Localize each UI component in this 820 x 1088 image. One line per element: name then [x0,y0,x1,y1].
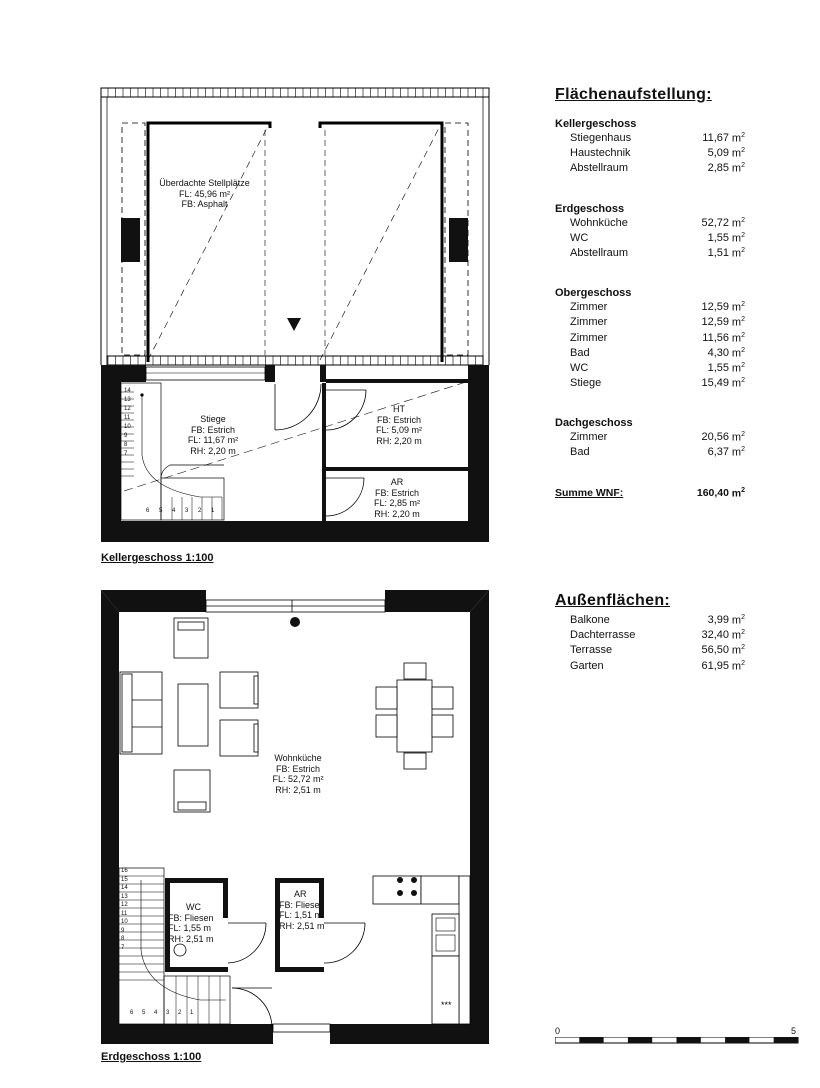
stair-step-number: 14 [124,388,131,394]
area-row [555,301,745,316]
outside-areas [555,592,745,675]
area-unit: $m^2$ [731,231,745,245]
door-south [273,1024,330,1032]
scale-bar-graphic [555,1037,800,1045]
floor-title: Dachgeschoss [555,417,633,430]
area-unit: $m^2$ [731,659,745,673]
room-area: FL: 1,51 m [279,910,323,920]
area-row [555,247,745,262]
area-schedule [555,86,745,503]
area-row [555,162,745,177]
area-value: 11,67 [702,132,729,144]
room-name: WC [186,902,201,912]
area-name: Balkone [570,614,610,626]
stair-step-number: 7 [124,451,128,457]
room-name: AR [294,889,307,899]
area-value: 12,59 [701,301,729,314]
area-row [555,217,745,232]
room-kitchen [258,753,338,795]
area-row [555,644,745,659]
basement-plan-label: Kellergeschoss 1:100 [101,552,214,564]
room-height: RH: 2,20 m [374,508,420,519]
area-name: Bad [570,446,590,459]
stair-step-number: 5 [142,1010,146,1016]
area-row [555,629,745,644]
pillar-left [121,218,140,262]
area-name: Abstellraum [570,246,629,259]
pillar-right [449,218,468,262]
area-unit: $m^2$ [731,216,745,230]
area-row [555,347,745,362]
area-name: Stiege [570,377,602,390]
schedule-sum [555,487,745,503]
room-floor: FB: Estrich [376,414,421,425]
stair-step-number: 6 [146,508,150,514]
room-height: RH: 2,51 m [275,784,321,795]
area-name: Zimmer [570,316,608,329]
area-unit: $m^2$ [731,614,745,627]
stair-step-number: 5 [159,508,163,514]
room-name: Stiege [200,414,226,424]
area-row [555,362,745,377]
room-area: FL: 11,67 m² [187,435,239,445]
room-name: HT [393,404,405,414]
area-name: Wohnküche [570,216,628,229]
area-value: 1,55 [707,231,729,244]
stair-step-number: 12 [124,406,131,412]
room-area: FL: 45,96 m² [178,188,231,199]
room-ar-basement [362,477,432,519]
room-area: FL: 2,85 m² [373,498,420,508]
stair-step-number: 9 [124,433,128,439]
ground-plan [0,580,520,1050]
area-row [555,614,745,629]
stair-step-number: 15 [121,876,128,883]
sum-value: 160,40 [696,486,729,499]
area-value: 61,95 [701,659,729,672]
basement-doors [275,384,366,516]
room-floor: FB: Asphalt [181,199,228,209]
room-name: Wohnküche [274,753,322,763]
area-value: 15,49 [701,377,729,390]
outside-title: Außenflächen: [555,592,671,609]
area-unit: $m^2$ [731,629,745,642]
stair-step-number: 3 [185,508,189,514]
area-value: 2,85 [707,162,729,175]
area-name: Haustechnik [570,147,631,160]
area-value: 11,56 [702,331,729,344]
area-row [555,232,745,247]
stair-step-number: 4 [172,508,176,514]
area-row [555,132,745,147]
area-unit: $m^2$ [731,331,745,345]
area-row [555,446,745,461]
area-name: Dachterrasse [570,629,636,642]
floor-group [555,118,745,178]
area-value: 5,09 [707,147,729,160]
area-unit: $m^2$ [731,246,745,260]
floor-title: Obergeschoss [555,287,632,300]
stair-step-number: 1 [211,508,215,514]
area-value: 1,51 [707,246,729,259]
room-stairs [172,414,254,456]
svg-text:***: *** [441,1000,452,1010]
area-unit: $m^2$ [731,301,745,314]
lamp [290,617,300,627]
schedule-title: Flächenaufstellung: [555,86,712,103]
area-unit: $m^2$ [731,316,745,329]
area-value: 6,37 [707,446,729,459]
outside-rows [555,614,745,675]
area-name: WC [570,231,589,244]
area-value: 4,30 [707,346,729,359]
stair-step-number: 10 [124,424,131,430]
stair-step-number: 14 [121,885,128,891]
area-unit: $m^2$ [731,346,745,360]
floor-group [555,417,745,461]
area-unit: $m^2$ [731,446,745,460]
floor-group [555,203,745,263]
room-area: FL: 52,72 m² [272,774,324,784]
area-unit: $m^2$ [731,147,745,160]
room-height: RH: 2,20 m [190,445,236,456]
area-name: Abstellraum [570,162,629,175]
room-carport [147,178,262,210]
stair-step-number: 8 [121,936,125,942]
area-name: Zimmer [570,331,608,344]
area-name: WC [570,361,589,374]
stair-step-number: 1 [190,1010,194,1016]
room-floor: FB: Estrich [190,424,235,435]
scale-start: 0 [555,1026,561,1036]
area-unit: $m^2$ [731,644,745,658]
area-unit: $m^2$ [731,162,745,176]
area-value: 3,99 [707,614,729,626]
area-row [555,431,745,446]
area-name: Terrasse [570,644,613,657]
area-name: Stiegenhaus [570,132,632,144]
schedule-groups [555,118,745,462]
entry-arrow [287,318,301,331]
stair-step-number: 12 [121,902,128,908]
sum-unit: $m^2$ [731,486,745,500]
stair-step-number: 16 [121,868,128,874]
floor-title: Erdgeschoss [555,202,625,215]
toilet [174,944,186,956]
area-row [555,377,745,392]
room-floor: FB: Estrich [275,763,320,774]
basement-plan [0,0,520,560]
room-height: RH: 2,51 m [279,920,325,931]
ground-doors [228,920,365,1028]
room-floor: FB: Fliesen [279,899,325,910]
stair-step-number: 3 [166,1010,170,1016]
stair-step-number: 10 [121,919,128,925]
room-area: FL: 1,55 m [168,923,212,933]
area-row [555,147,745,162]
room-floor: FB: Fliesen [168,912,214,923]
room-wc [168,902,228,944]
stair-step-number: 9 [121,927,125,934]
room-name: AR [390,477,404,487]
area-value: 12,59 [701,316,729,329]
room-height: RH: 2,51 m [168,933,214,944]
window-basement [146,367,265,380]
area-unit: $m^2$ [731,377,745,390]
stair-step-number: 2 [198,508,202,514]
room-ht [364,404,434,446]
stair-step-number: 8 [124,442,128,448]
area-name: Zimmer [570,431,608,444]
area-value: 20,56 [701,431,729,444]
stair-step-number: 2 [178,1010,182,1016]
floor-title: Kellergeschoss [555,118,637,130]
sum-label: Summe WNF: [555,486,624,499]
area-value: 32,40 [701,629,729,642]
scale-end: 5 [791,1026,797,1036]
area-row [555,316,745,331]
area-row [555,332,745,347]
area-value: 52,72 [701,216,729,229]
room-name: Überdachte Stellplätze [159,178,250,188]
room-ar-ground [279,889,327,931]
stair-step-number: 13 [121,893,128,900]
stair-step-number: 7 [121,944,125,951]
stair-step-number: 13 [124,397,131,403]
ground-stair [119,868,230,1024]
room-height: RH: 2,20 m [376,435,422,446]
area-value: 1,55 [707,361,729,374]
stair-step-number: 4 [154,1010,158,1016]
kitchen [373,876,470,1024]
room-area: FL: 5,09 m² [375,425,422,435]
area-row [555,660,745,675]
area-name: Bad [570,346,590,359]
area-unit: $m^2$ [731,361,745,375]
area-value: 56,50 [701,644,729,657]
room-floor: FB: Estrich [374,487,419,498]
area-name: Garten [570,659,604,672]
ground-plan-label: Erdgeschoss 1:100 [101,1051,202,1063]
ground-walls [101,590,489,1044]
area-unit: $m^2$ [731,132,745,145]
area-unit: $m^2$ [731,431,745,444]
window-north [206,600,385,612]
stair-step-number: 6 [130,1010,134,1016]
stair-step-number: 11 [124,415,131,421]
stair-step-number: 11 [121,910,128,917]
floor-group [555,287,745,392]
area-name: Zimmer [570,301,608,314]
